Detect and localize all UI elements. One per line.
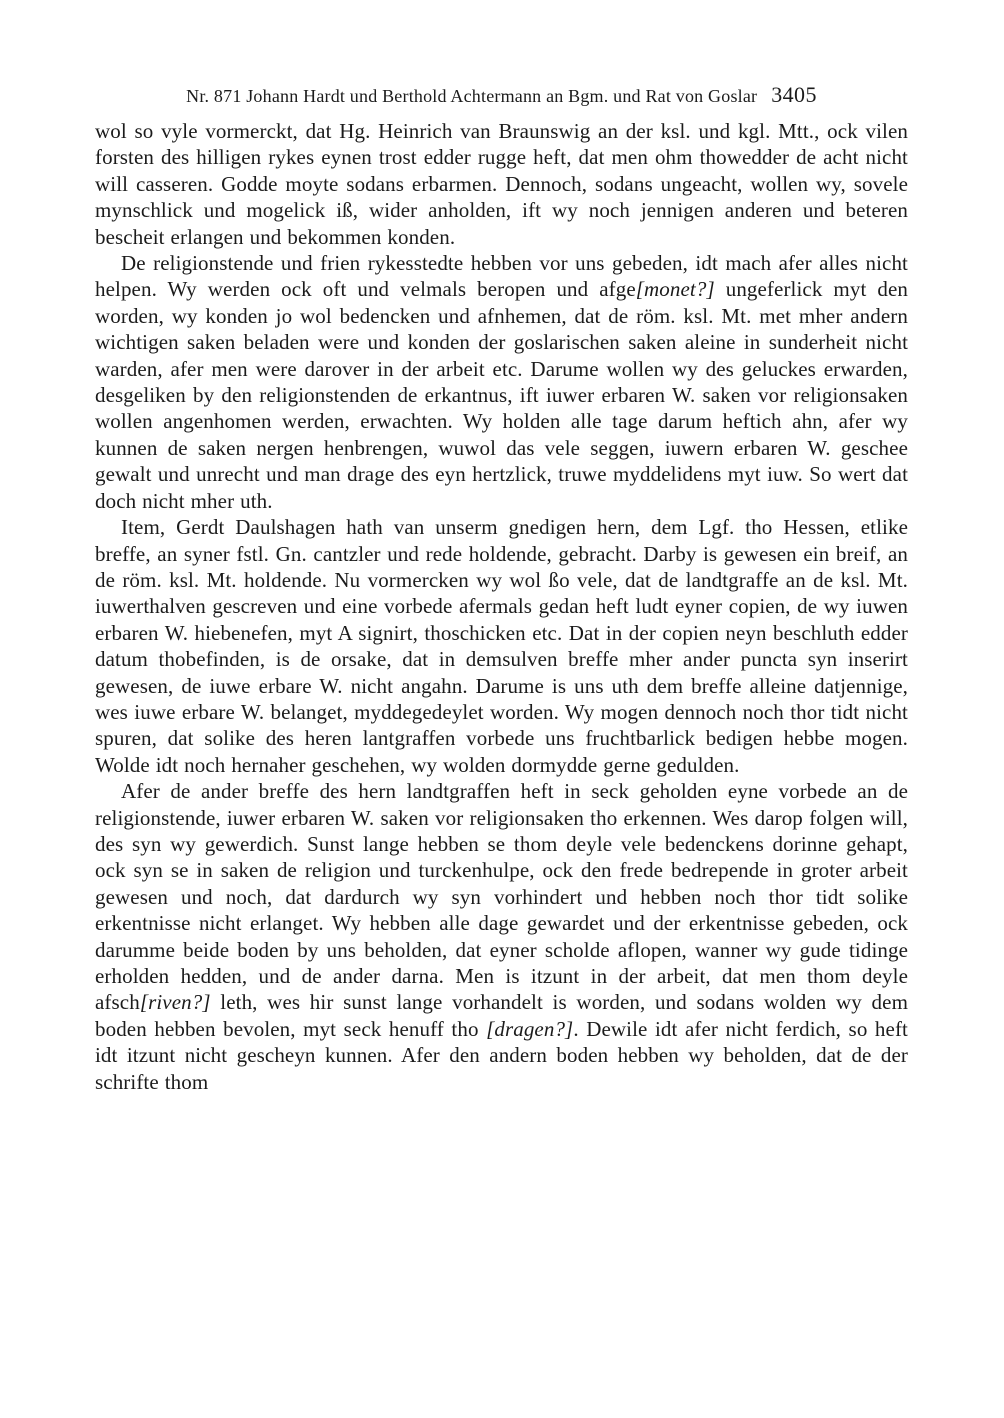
paragraph-1 — [95, 118, 908, 250]
paragraph-2 — [95, 250, 908, 514]
paragraph-4 — [95, 778, 908, 1095]
page-number: 3405 — [771, 82, 817, 107]
text-segment: De religionstende und frien rykesstedte hebben vor uns gebeden, idt mach afer alles nicht helpen. Wy werden ock oft und velmals beropen und afge — [95, 251, 908, 302]
body-text — [95, 118, 908, 1095]
running-head — [95, 82, 908, 108]
text-segment: Item, Gerdt Daulshagen hath van unserm gnedigen hern, dem Lgf. tho Hessen, etlike breffe, an syner fstl. Gn. cantzler und rede holdende, gebracht. Darby is gewesen ein breif, an de röm. ksl. Mt. holdende. Nu vormercken wy wol ßo vele, dat de landtgraffe an de ksl. Mt. iuwerthalven gescreven und eine vorbede afermals gedan heft ludt eyner copien, de wy iuwen erbaren W. hiebenefen, myt A signirt, thoschicken etc. Dat in der copien neyn beschluth edder datum thobefinden, is de orsake, dat in demsulven breffe mher ander puncta syn inserirt gewesen, de iuwe erbare W. nicht angahn. Darume is uns uth dem breffe alleine datjennige, wes iuwe erbare W. belanget, myddegedeylet worden. Wy mogen dennoch noch thor tidt nicht spuren, dat solike des heren lantgraffen vorbede uns fruchtbarlick bedigen hebbe mogen. Wolde idt noch hernaher geschehen, wy wolden dormydde gerne gedulden. — [95, 515, 908, 777]
text-segment: ungeferlick myt den worden, wy konden jo wol bedencken und afnhemen, dat de röm. ksl. Mt. met mher andern wichtigen saken beladen were und konden der goslarischen saken aleine in sunderheit nicht warden, afer men were darover in der arbeit etc. Darume wollen wy des geluckes erwarden, desgeliken by den religionstenden de erkantnus, ift iuwer erbaren W. saken vor religionsaken wollen angenhomen werden, erwachten. Wy holden alle tage darum heftich ahn, afer wy kunnen de saken nergen henbrengen, wuwol das vele seggen, iuwern erbaren W. geschee gewalt und unrecht und man drage des eyn hertzlick, truwe myddelidens myt iuw. So wert dat doch nicht mher uth. — [95, 277, 908, 513]
conjecture-italic: [monet?] — [635, 277, 715, 302]
conjecture-italic: [riven?] — [139, 990, 211, 1015]
conjecture-italic: [dragen?] — [486, 1016, 574, 1041]
text-segment: wol so vyle vormerckt, dat Hg. Heinrich van Braunswig an der ksl. und kgl. Mtt., ock vilen forsten des hilligen rykes eynen trost edder rugge heft, dat men ohm thowedder de acht nicht will casseren. Godde moyte sodans erbarmen. Dennoch, sodans ungeacht, wollen wy, sovele mynschlick und mogelick iß, wider anholden, ift wy noch jennigen anderen und beteren bescheit erlangen und bekommen konden. — [95, 119, 908, 249]
paragraph-3 — [95, 514, 908, 778]
running-title: Nr. 871 Johann Hardt und Berthold Achtermann an Bgm. und Rat von Goslar — [186, 86, 758, 106]
text-segment: . Dewile idt afer nicht ferdich, so heft idt itzunt nicht gescheyn kunnen. Afer den andern boden hebben wy beholden, dat de der schrifte thom — [95, 1016, 908, 1094]
text-segment: Afer de ander breffe des hern landtgraffen heft in seck geholden eyne vorbede an de religionstende, iuwer erbaren W. saken vor religionsaken tho erkennen. Wes darop folgen will, des syn wy gewerdich. Sunst lange hebben se thom deyle vele bedenckens dorinne gehapt, ock syn se in saken de religion und turckenhulpe, ock den frede bedrepende in groter arbeit gewesen und noch, dat dardurch wy syn vorhindert und hebben noch thor tidt solike erkentnisse nicht erlanget. Wy hebben alle dage gewardet und der erkentnisse gebeden, ock darumme beide boden by uns beholden, dat eyner scholde aflopen, wanner wy gude tidinge erholden hedden, und de ander darna. Men is itzunt in der arbeit, dat men thom deyle afsch — [95, 779, 908, 1015]
text-segment: leth, wes hir sunst lange vorhandelt is worden, und sodans wolden wy dem boden hebben bevolen, myt seck henuff tho — [95, 990, 908, 1041]
